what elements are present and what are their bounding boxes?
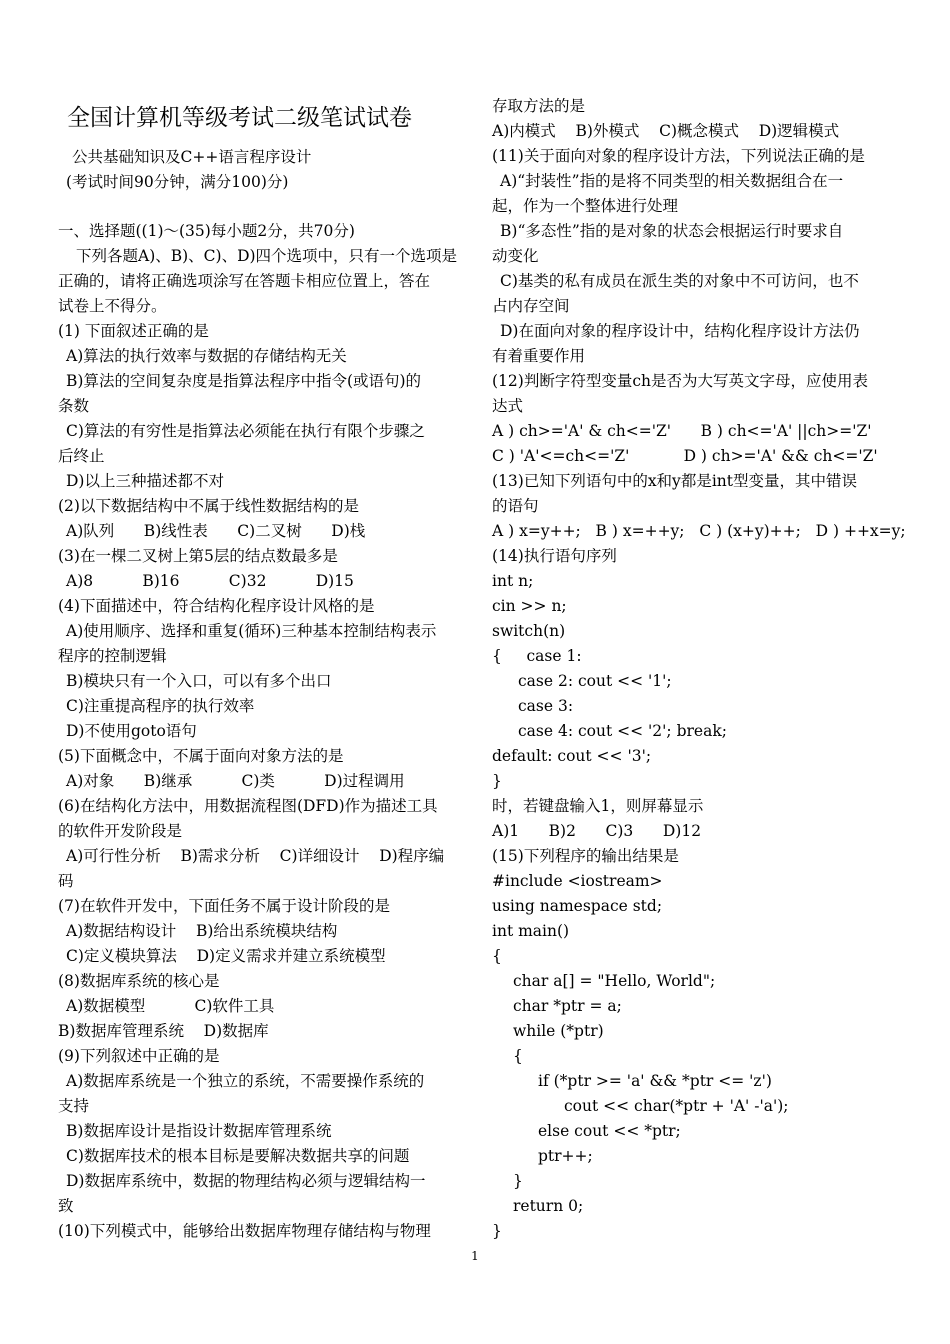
question-6: (6)在结构化方法中，用数据流程图(DFD)作为描述工具	[58, 797, 438, 815]
section-heading: 一、选择题((1)～(35)每小题2分，共70分)	[58, 222, 355, 240]
option-text: A ) x=y++; B ) x=++y; C ) (x+y)++; D ) ++x=y;	[492, 522, 906, 540]
option-text: 码	[58, 872, 74, 890]
option-text: C ) 'A'<=ch<='Z' D ) ch>='A' && ch<='Z'	[492, 447, 878, 465]
code-line: {	[513, 1047, 523, 1065]
question-11: (11)关于面向对象的程序设计方法，下列说法正确的是	[492, 147, 865, 165]
option-text: A)数据库系统是一个独立的系统，不需要操作系统的	[66, 1072, 425, 1090]
option-text: 支持	[58, 1097, 90, 1115]
option-text: B)数据库管理系统 D)数据库	[58, 1022, 269, 1040]
code-line: switch(n)	[492, 622, 566, 640]
option-text: 占内存空间	[492, 297, 570, 315]
option-text: A)可行性分析 B)需求分析 C)详细设计 D)程序编	[66, 847, 445, 865]
option-text: A)“封装性”指的是将不同类型的相关数据组合在一	[500, 172, 844, 190]
question-4: (4)下面描述中，符合结构化程序设计风格的是	[58, 597, 375, 615]
option-text: B)“多态性”指的是对象的状态会根据运行时要求自	[500, 222, 844, 240]
instruction-line: 试卷上不得分。	[58, 297, 167, 315]
question-10: (10)下列模式中，能够给出数据库物理存储结构与物理	[58, 1222, 431, 1240]
option-text: 后终止	[58, 447, 105, 465]
option-text: 起，作为一个整体进行处理	[492, 197, 679, 215]
code-line: }	[492, 772, 502, 790]
option-text: D)在面向对象的程序设计中，结构化程序设计方法仍	[500, 322, 860, 340]
exam-time-info: (考试时间90分钟，满分100)分)	[66, 173, 289, 191]
option-text: C)基类的私有成员在派生类的对象中不可访问，也不	[500, 272, 859, 290]
option-text: B)模块只有一个入口，可以有多个出口	[66, 672, 332, 690]
question-15: (15)下列程序的输出结果是	[492, 847, 679, 865]
option-text: 条数	[58, 397, 90, 415]
option-text: 动变化	[492, 247, 539, 265]
question-3: (3)在一棵二叉树上第5层的结点数最多是	[58, 547, 338, 565]
code-line: using namespace std;	[492, 897, 663, 915]
question-13: 的语句	[492, 497, 539, 515]
question-12: (12)判断字符型变量ch是否为大写英文字母，应使用表	[492, 372, 868, 390]
code-line: else cout << *ptr;	[538, 1122, 681, 1140]
code-line: }	[492, 1222, 502, 1240]
question-8: (8)数据库系统的核心是	[58, 972, 220, 990]
page-number: 1	[471, 1249, 479, 1263]
code-line: default: cout << '3';	[492, 747, 652, 765]
option-text: C)定义模块算法 D)定义需求并建立系统模型	[66, 947, 386, 965]
option-text: A)对象 B)继承 C)类 D)过程调用	[66, 772, 405, 790]
option-text: A)算法的执行效率与数据的存储结构无关	[66, 347, 347, 365]
option-text: A)数据模型 C)软件工具	[66, 997, 275, 1015]
question-7: (7)在软件开发中，下面任务不属于设计阶段的是	[58, 897, 390, 915]
code-line: char *ptr = a;	[513, 997, 622, 1015]
option-text: D)不使用goto语句	[66, 722, 197, 740]
code-line: char a[] = "Hello, World";	[513, 972, 716, 990]
code-line: return 0;	[513, 1197, 584, 1215]
question-14: 时，若键盘输入1，则屏幕显示	[492, 797, 704, 815]
code-line: case 2: cout << '1';	[518, 672, 672, 690]
option-text: D)以上三种描述都不对	[66, 472, 224, 490]
option-text: A)内模式 B)外模式 C)概念模式 D)逻辑模式	[492, 122, 840, 140]
question-14: (14)执行语句序列	[492, 547, 617, 565]
question-5: (5)下面概念中，不属于面向对象方法的是	[58, 747, 344, 765]
code-line: while (*ptr)	[513, 1022, 604, 1040]
question-2: (2)以下数据结构中不属于线性数据结构的是	[58, 497, 359, 515]
question-1: (1) 下面叙述正确的是	[58, 322, 209, 340]
code-line: cout << char(*ptr + 'A' -'a');	[564, 1097, 789, 1115]
option-text: A)8 B)16 C)32 D)15	[66, 572, 354, 590]
instruction-line: 正确的，请将正确选项涂写在答题卡相应位置上，答在	[58, 272, 431, 290]
code-line: ptr++;	[538, 1147, 593, 1165]
question-10: 存取方法的是	[492, 97, 586, 115]
code-line: }	[513, 1172, 523, 1190]
code-line: #include <iostream>	[492, 872, 663, 890]
option-text: A)使用顺序、选择和重复(循环)三种基本控制结构表示	[66, 622, 437, 640]
code-line: case 3:	[518, 697, 574, 715]
option-text: B)数据库设计是指设计数据库管理系统	[66, 1122, 332, 1140]
code-line: if (*ptr >= 'a' && *ptr <= 'z')	[538, 1072, 772, 1090]
code-line: cin >> n;	[492, 597, 567, 615]
option-text: C)数据库技术的根本目标是要解决数据共享的问题	[66, 1147, 410, 1165]
code-line: case 4: cout << '2'; break;	[518, 722, 727, 740]
code-line: {	[492, 947, 502, 965]
question-13: (13)已知下列语句中的x和y都是int型变量，其中错误	[492, 472, 857, 490]
instruction-line: 下列各题A)、B)、C)、D)四个选项中，只有一个选项是	[76, 247, 458, 265]
code-line: { case 1:	[492, 647, 582, 665]
option-text: C)算法的有穷性是指算法必须能在执行有限个步骤之	[66, 422, 425, 440]
code-line: int main()	[492, 922, 570, 940]
exam-subtitle: 公共基础知识及C++语言程序设计	[72, 148, 312, 166]
option-text: B)算法的空间复杂度是指算法程序中指令(或语句)的	[66, 372, 422, 390]
question-9: (9)下列叙述中正确的是	[58, 1047, 220, 1065]
exam-title: 全国计算机等级考试二级笔试试卷	[67, 105, 412, 131]
option-text: 有着重要作用	[492, 347, 586, 365]
option-text: A)数据结构设计 B)给出系统模块结构	[66, 922, 338, 940]
option-text: A ) ch>='A' & ch<='Z' B ) ch<='A' ||ch>='Z'	[492, 422, 872, 440]
option-text: 致	[58, 1197, 74, 1215]
question-12: 达式	[492, 397, 524, 415]
option-text: A)队列 B)线性表 C)二叉树 D)栈	[66, 522, 366, 540]
option-text: D)数据库系统中，数据的物理结构必须与逻辑结构一	[66, 1172, 426, 1190]
option-text: C)注重提高程序的执行效率	[66, 697, 255, 715]
option-text: A)1 B)2 C)3 D)12	[492, 822, 702, 840]
question-6: 的软件开发阶段是	[58, 822, 183, 840]
code-line: int n;	[492, 572, 534, 590]
option-text: 程序的控制逻辑	[58, 647, 167, 665]
